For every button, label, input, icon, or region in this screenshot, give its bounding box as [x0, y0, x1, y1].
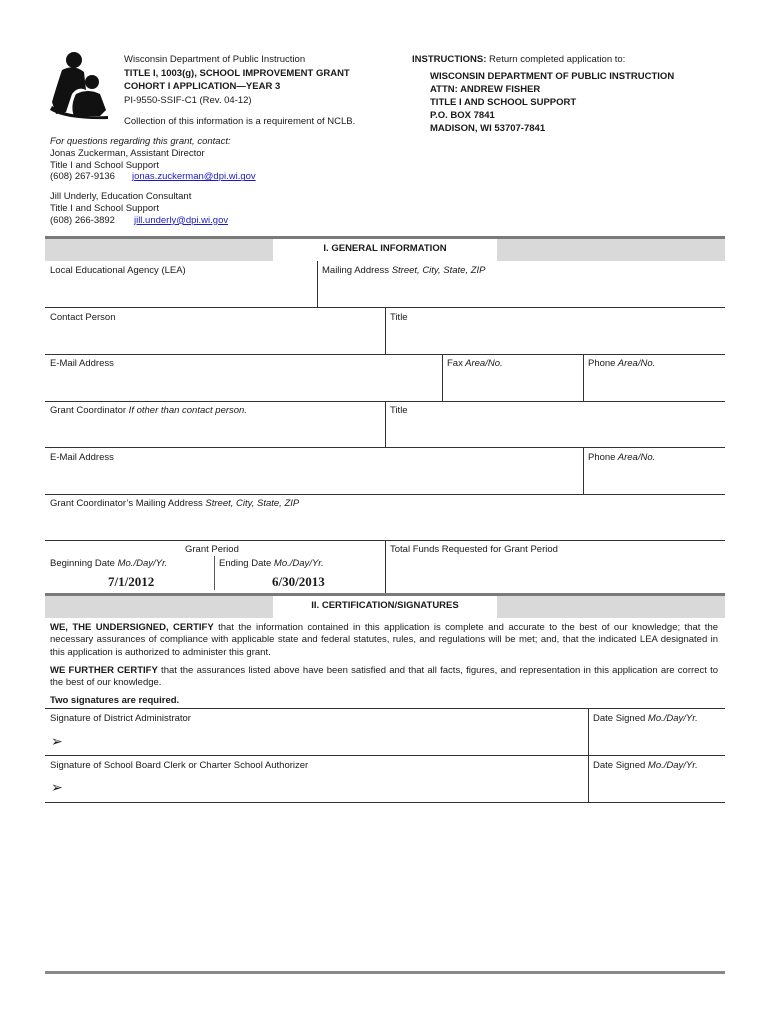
address-line: ATTN: ANDREW FISHER: [430, 84, 541, 95]
contacts-intro: For questions regarding this grant, contact:: [50, 136, 231, 147]
email-label: E-Mail Address: [50, 358, 114, 369]
two-signatures-note: Two signatures are required.: [50, 695, 180, 706]
email-field[interactable]: [50, 371, 438, 397]
mailing-address-field[interactable]: [322, 278, 722, 304]
instructions-block: [412, 53, 732, 135]
cert-paragraph-2: WE FURTHER CERTIFY that the assurances listed above have been satisfied and that all facts, figures, and representation in this application are correct to the best of our knowledge.: [50, 664, 718, 689]
total-funds-field[interactable]: [390, 558, 720, 588]
phone2-label: Phone Area/No.: [588, 452, 656, 463]
grant-coordinator-label: Grant Coordinator If other than contact person.: [50, 405, 247, 416]
section2-title: II. CERTIFICATION/SIGNATURES: [311, 600, 459, 611]
mailing-address-label: Mailing Address Street, City, State, ZIP: [322, 265, 486, 276]
instructions-label: INSTRUCTIONS:: [412, 54, 487, 65]
footer-rule: [45, 971, 725, 974]
lea-field[interactable]: [50, 278, 312, 304]
contact1-name: Jonas Zuckerman, Assistant Director: [50, 147, 205, 159]
sig1-field[interactable]: [70, 728, 580, 752]
fax-field[interactable]: [447, 371, 579, 397]
title-field[interactable]: [390, 325, 720, 351]
contact2-dept: Title I and School Support: [50, 202, 159, 214]
header-block: [124, 53, 394, 129]
section2-header: [45, 593, 725, 618]
section1-title: I. GENERAL INFORMATION: [323, 243, 447, 254]
email2-label: E-Mail Address: [50, 452, 114, 463]
nclb-note: Collection of this information is a requirement of NCLB.: [124, 116, 356, 127]
address-line: WISCONSIN DEPARTMENT OF PUBLIC INSTRUCTION: [430, 71, 675, 82]
contact-person-label: Contact Person: [50, 312, 116, 323]
address-line: TITLE I AND SCHOOL SUPPORT: [430, 97, 577, 108]
coord-mailing-label: Grant Coordinator’s Mailing Address Street, City, State, ZIP: [50, 498, 300, 509]
date-signed1-label: Date Signed Mo./Day/Yr.: [593, 713, 698, 724]
phone-field[interactable]: [588, 371, 720, 397]
ending-date-label: Ending Date Mo./Day/Yr.: [219, 558, 324, 569]
contact1-dept: Title I and School Support: [50, 159, 159, 171]
contact1-phone: (608) 267-9136: [50, 171, 115, 183]
contact1-email-link[interactable]: jonas.zuckerman@dpi.wi.gov: [131, 171, 256, 183]
grant-period-label: Grant Period: [185, 544, 239, 555]
contact2-phone: (608) 266-3892: [50, 214, 115, 226]
form-title-line1: TITLE I, 1003(g), SCHOOL IMPROVEMENT GRANT: [124, 67, 350, 79]
ending-date-value[interactable]: 6/30/2013: [272, 574, 325, 589]
total-funds-label: Total Funds Requested for Grant Period: [390, 544, 558, 555]
address-line: P.O. BOX 7841: [430, 110, 495, 121]
date-signed1-field[interactable]: [593, 728, 721, 752]
contact2-email-link[interactable]: jill.underly@dpi.wi.gov: [133, 214, 229, 226]
cert-paragraph-1: WE, THE UNDERSIGNED, CERTIFY that the information contained in this application is complete and accurate to the best of our knowledge; that the necessary assurances of compliance with applicable state and federal statutes, rules, and regulations will be met; and, that the indicated LEA designated in this application is authorized to administer this grant.: [50, 622, 719, 658]
grant-coordinator-field[interactable]: [50, 418, 380, 444]
sig2-label: Signature of School Board Clerk or Charter School Authorizer: [50, 760, 309, 771]
coord-mailing-field[interactable]: [50, 511, 720, 537]
contact-person-field[interactable]: [50, 325, 380, 351]
title2-field[interactable]: [390, 418, 720, 444]
phone-label: Phone Area/No.: [588, 358, 656, 369]
dpi-logo: [48, 50, 112, 120]
contact2-name: Jill Underly, Education Consultant: [50, 191, 192, 203]
form-number: PI-9550-SSIF-C1 (Rev. 04-12): [124, 94, 252, 106]
title2-label: Title: [390, 405, 408, 416]
date-signed2-label: Date Signed Mo./Day/Yr.: [593, 760, 698, 771]
beginning-date-value[interactable]: 7/1/2012: [108, 574, 155, 589]
section1-header: [45, 236, 725, 261]
agency-name: Wisconsin Department of Public Instruction: [124, 54, 306, 65]
address-line: MADISON, WI 53707-7841: [430, 123, 546, 134]
phone2-field[interactable]: [588, 465, 720, 491]
sig1-label: Signature of District Administrator: [50, 713, 191, 724]
lea-label: Local Educational Agency (LEA): [50, 265, 186, 276]
certification-text: [50, 622, 718, 695]
instructions-text: Return completed application to:: [486, 54, 626, 65]
sig2-field[interactable]: [70, 775, 580, 799]
contacts-block: [50, 136, 350, 227]
email2-field[interactable]: [50, 465, 578, 491]
date-signed2-field[interactable]: [593, 775, 721, 799]
fax-label: Fax Area/No.: [447, 358, 503, 369]
beginning-date-label: Beginning Date Mo./Day/Yr.: [50, 558, 168, 569]
form-title-line2: COHORT I APPLICATION—YEAR 3: [124, 81, 281, 92]
title-label: Title: [390, 312, 408, 323]
sig1-arrow-icon: ➢: [51, 733, 63, 749]
sig2-arrow-icon: ➢: [51, 779, 63, 795]
